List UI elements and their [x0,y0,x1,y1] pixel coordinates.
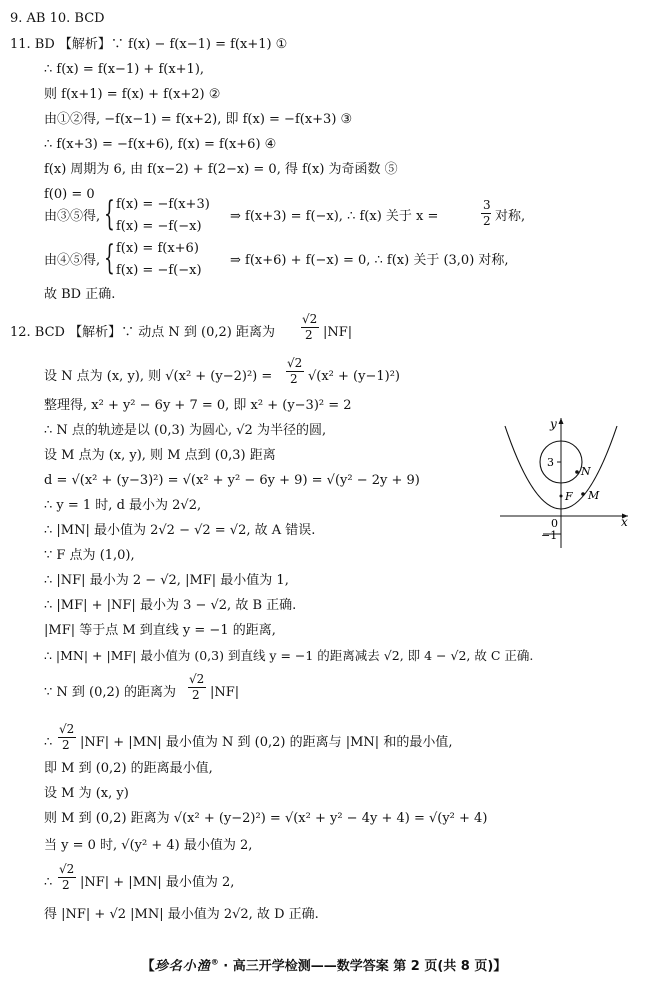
solution-line: 即 M 到 (0,2) 的距离最小值, [44,761,213,776]
fraction-denominator: 2 [192,688,200,702]
answer-line-9-10: 9. AB 10. BCD [10,11,105,26]
math-term: |NF| [323,325,353,340]
page-footer [0,955,648,974]
solution-line: ∴ y = 1 时, d 最小为 2√2, [44,498,202,513]
problem-12-header: 12. BCD 【解析】∵ 动点 N 到 (0,2) 距离为 [10,325,275,340]
point-n [575,470,579,474]
math-term: √(x² + (y−1)²) [308,369,400,384]
system-eq: f(x) = f(x+6) [116,241,199,256]
f-label: F [565,490,573,503]
solution-line: ∴ [44,875,53,890]
fraction-denominator: 2 [483,214,491,228]
solution-line: ∴ |MN| + |MF| 最小值为 (0,3) 到直线 y = −1 的距离减去 √2, 即 4 − √2, 故 C 正确. [44,648,534,663]
fraction-denominator: 2 [62,738,70,752]
brace-icon: { [104,238,115,278]
solution-line: 当 y = 0 时, √(y² + 4) 最小值为 2, [44,838,253,853]
system-eq: f(x) = −f(−x) [116,263,202,278]
solution-line: 故 BD 正确. [44,287,116,302]
solution-line: ∴ N 点的轨迹是以 (0,3) 为圆心, √2 为半径的圆, [44,423,327,438]
solution-line: ∴ |MN| 最小值为 2√2 − √2 = √2, 故 A 错误. [44,523,316,538]
solution-line: 设 M 点为 (x, y), 则 M 点到 (0,3) 距离 [44,448,276,463]
system-result: ⇒ f(x+3) = f(−x), ∴ f(x) 关于 x = [230,209,439,224]
footer-bracket-open: 【 [141,959,155,974]
point-m [581,492,585,496]
y-axis-arrow-icon [559,418,564,424]
m-label: M [588,489,600,502]
solution-line: |MF| 等于点 M 到直线 y = −1 的距离, [44,623,276,638]
fraction-denominator: 2 [62,878,70,892]
solution-line: d = √(x² + (y−3)²) = √(x² + y² − 6y + 9) = √(y² − 2y + 9) [44,473,420,488]
system-intro: 由③⑤得, [44,209,101,224]
solution-line: ∴ |NF| 最小为 2 − √2, |MF| 最小值为 1, [44,573,289,588]
system-eq: f(x) = −f(x+3) [116,197,210,212]
fraction-numerator: √2 [287,356,303,370]
solution-line: ∴ f(x+3) = −f(x+6), f(x) = f(x+6) ④ [44,137,277,152]
fraction-numerator: √2 [189,672,205,686]
neg-one-label: −1 [541,529,558,542]
solution-line: f(x) 周期为 6, 由 f(x−2) + f(2−x) = 0, 得 f(x) 为奇函数 ⑤ [44,162,398,177]
system-result: ⇒ f(x+6) + f(−x) = 0, ∴ f(x) 关于 (3,0) 对称, [230,253,509,268]
registered-mark: ® [210,957,219,967]
system-intro: 由④⑤得, [44,253,101,268]
y-axis-label: y [550,417,557,431]
solution-line: ∴ |MF| + |NF| 最小为 3 − √2, 故 B 正确. [44,598,297,613]
solution-line: 则 f(x+1) = f(x) + f(x+2) ② [44,87,221,102]
system-result: 对称, [495,209,526,224]
fraction-denominator: 2 [305,328,313,342]
solution-line: 整理得, x² + y² − 6y + 7 = 0, 即 x² + (y−3)² = 2 [44,398,352,413]
fraction-numerator: √2 [59,722,75,736]
solution-line: 设 N 点为 (x, y), 则 √(x² + (y−2)²) = [44,369,273,384]
solution-line: f(0) = 0 [44,187,95,202]
brace-icon: { [104,194,115,234]
problem-11-header: 11. BD 【解析】∵ f(x) − f(x−1) = f(x+1) ① [10,37,288,52]
x-axis-label: x [621,515,628,529]
system-eq: f(x) = −f(−x) [116,219,202,234]
parabola-figure [495,412,635,552]
solution-line: ∴ f(x) = f(x−1) + f(x+1), [44,62,205,77]
solution-line: 设 M 为 (x, y) [44,786,129,801]
math-term: |NF| [210,685,240,700]
fraction-denominator: 2 [290,372,298,386]
origin-label: 0 [551,517,558,530]
brand-logo: 珍名小渔 [154,959,211,974]
fraction-numerator: √2 [59,862,75,876]
solution-line: ∵ N 到 (0,2) 的距离为 [44,685,176,700]
solution-line: 则 M 到 (0,2) 距离为 √(x² + (y−2)²) = √(x² + y² − 4y + 4) = √(y² + 4) [44,811,488,826]
solution-line: ∵ F 点为 (1,0), [44,548,135,563]
footer-text: · 高三开学检测——数学答案 第 2 页(共 8 页) [223,959,494,974]
point-f [560,495,563,498]
solution-line: 得 |NF| + √2 |MN| 最小值为 2√2, 故 D 正确. [44,907,319,922]
math-term: |NF| + |MN| 最小值为 N 到 (0,2) 的距离与 |MN| 和的最小值, [80,735,453,750]
fraction-numerator: √2 [302,312,318,326]
solution-line: ∴ [44,735,53,750]
solution-line: 由①②得, −f(x−1) = f(x+2), 即 f(x) = −f(x+3) ③ [44,112,353,127]
three-label: 3 [547,456,554,469]
fraction-numerator: 3 [483,198,491,212]
footer-bracket-close: 】 [493,959,507,974]
n-label: N [581,465,591,478]
math-term: |NF| + |MN| 最小值为 2, [80,875,235,890]
